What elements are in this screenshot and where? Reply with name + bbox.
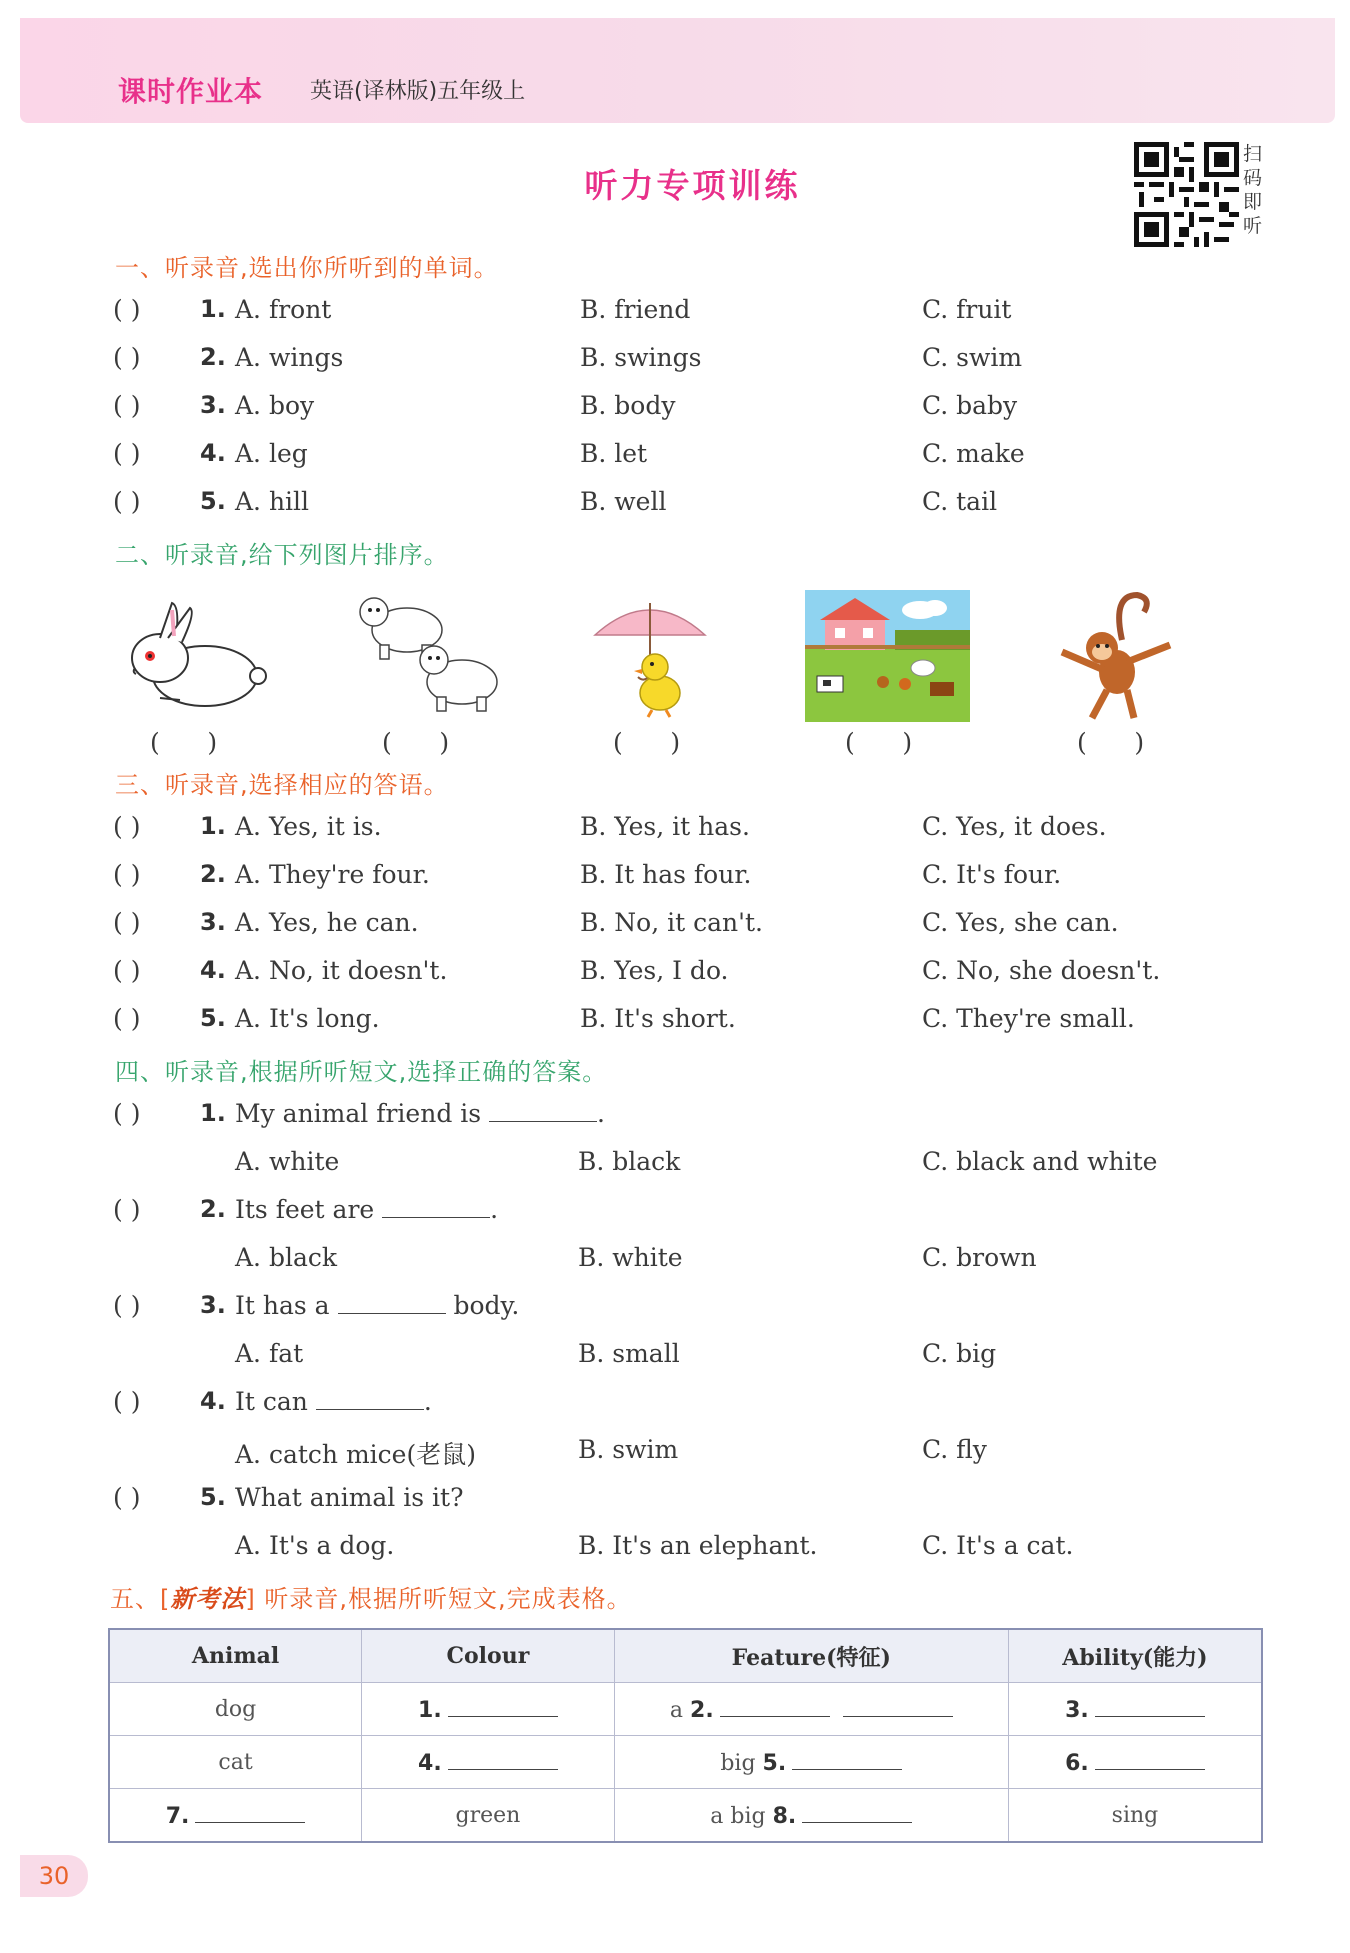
option-c: C. brown [922, 1243, 1037, 1272]
list-item: ( ) 3. A. Yes, he can. B. No, it can't. C. Yes, she can. [113, 908, 1119, 937]
colour-cell: 1. [362, 1683, 615, 1736]
answer-bracket[interactable]: ( ) [113, 1004, 141, 1033]
answer-bracket[interactable]: ( ) [113, 812, 141, 841]
option-b: B. body [580, 391, 676, 420]
question-text: It can . [235, 1387, 432, 1416]
ability-cell: 3. [1008, 1683, 1262, 1736]
series-title: 课时作业本 [118, 75, 264, 108]
option-b: B. swings [580, 343, 702, 372]
answer-bracket[interactable]: ( ) [113, 1195, 141, 1224]
list-item: ( ) 5. A. It's long. B. It's short. C. They're small. [113, 1004, 1135, 1033]
qr-label: 扫 码 即 听 [1243, 143, 1263, 237]
option-a: A. catch mice(老鼠) [235, 1440, 476, 1469]
option-c: C. It's a cat. [922, 1531, 1074, 1560]
list-item: ( ) 2. A. wings B. swings C. swim [113, 343, 1023, 372]
answer-bracket[interactable]: ( ) [113, 1099, 141, 1128]
option-c: C. make [922, 439, 1025, 468]
list-item: ( ) 1. A. front B. friend C. fruit [113, 295, 1012, 324]
answer-bracket[interactable]: ( ) [150, 728, 218, 757]
option-a: A. leg [235, 439, 308, 468]
list-item [0, 1339, 1350, 1379]
option-a: A. No, it doesn't. [235, 956, 448, 985]
option-b: B. small [578, 1339, 680, 1368]
option-a: A. It's long. [235, 1004, 380, 1033]
answer-blank[interactable] [1095, 1749, 1205, 1770]
answer-blank[interactable] [448, 1696, 558, 1717]
answer-bracket[interactable]: ( ) [113, 1291, 141, 1320]
table-row [109, 1789, 1262, 1843]
monkey-image [1052, 590, 1182, 725]
question-text: Its feet are . [235, 1195, 499, 1224]
answer-bracket[interactable]: ( ) [113, 1483, 141, 1512]
option-c: C. fruit [922, 295, 1012, 324]
question-text: What animal is it? [235, 1483, 464, 1512]
answer-bracket[interactable]: ( ) [113, 860, 141, 889]
option-b: B. Yes, I do. [580, 956, 729, 985]
rabbit-image [120, 598, 270, 713]
option-b: B. swim [578, 1435, 679, 1464]
section1-title: 一、听录音,选出你所听到的单词。 [115, 254, 499, 282]
colour-cell: green [362, 1789, 615, 1843]
animal-cell: 7. [109, 1789, 362, 1843]
column-header: Colour [362, 1629, 615, 1683]
answer-bracket[interactable]: ( ) [113, 487, 141, 516]
list-item [0, 1435, 1350, 1475]
question-row: ( ) 5. What animal is it? [113, 1483, 464, 1512]
list-item: ( ) 1. A. Yes, it is. B. Yes, it has. C. Yes, it does. [113, 812, 1107, 841]
answer-blank[interactable] [448, 1749, 558, 1770]
answer-bracket[interactable]: ( ) [1077, 728, 1145, 757]
qr-code-icon[interactable] [1134, 142, 1239, 247]
section2-title: 二、听录音,给下列图片排序。 [115, 541, 449, 569]
answer-bracket[interactable]: ( ) [113, 956, 141, 985]
answer-bracket[interactable]: ( ) [113, 391, 141, 420]
answer-bracket[interactable]: ( ) [382, 728, 450, 757]
answer-bracket[interactable]: ( ) [113, 1387, 141, 1416]
option-c: C. black and white [922, 1147, 1158, 1176]
option-a: A. front [235, 295, 332, 324]
answer-blank[interactable] [1095, 1696, 1205, 1717]
question-text: My animal friend is . [235, 1099, 605, 1128]
option-a: A. fat [235, 1339, 304, 1368]
polar-bears-image [352, 590, 507, 715]
question-row: ( ) 4. It can . [113, 1387, 432, 1416]
option-a: A. Yes, it is. [235, 812, 382, 841]
answer-blank[interactable] [316, 1387, 424, 1410]
option-b: B. let [580, 439, 648, 468]
ability-cell: sing [1008, 1789, 1262, 1843]
list-item: ( ) 4. A. leg B. let C. make [113, 439, 1025, 468]
option-c: C. Yes, it does. [922, 812, 1107, 841]
feature-cell: a 2. [614, 1683, 1008, 1736]
column-header: Animal [109, 1629, 362, 1683]
option-c: C. Yes, she can. [922, 908, 1119, 937]
option-c: C. baby [922, 391, 1018, 420]
answer-blank[interactable] [338, 1291, 446, 1314]
answer-bracket[interactable]: ( ) [113, 295, 141, 324]
option-b: B. It's short. [580, 1004, 736, 1033]
option-a: A. hill [235, 487, 310, 516]
feature-cell: a big 8. [614, 1789, 1008, 1843]
answer-table [108, 1628, 1263, 1843]
duck-umbrella-image [590, 595, 710, 720]
option-b: B. Yes, it has. [580, 812, 750, 841]
column-header: Ability(能力) [1008, 1629, 1262, 1683]
new-method-tag: 新考法 [170, 1585, 246, 1613]
option-b: B. No, it can't. [580, 908, 763, 937]
page-number: 30 [20, 1855, 88, 1897]
page-title: 听力专项训练 [584, 166, 801, 205]
answer-blank[interactable] [489, 1099, 597, 1122]
answer-blank[interactable] [382, 1195, 490, 1218]
list-item: ( ) 3. A. boy B. body C. baby [113, 391, 1018, 420]
answer-blank[interactable] [720, 1696, 830, 1717]
answer-bracket[interactable]: ( ) [845, 728, 913, 757]
list-item: ( ) 5. A. hill B. well C. tail [113, 487, 998, 516]
section4-title: 四、听录音,根据所听短文,选择正确的答案。 [115, 1058, 608, 1086]
option-b: B. well [580, 487, 667, 516]
answer-bracket[interactable]: ( ) [113, 343, 141, 372]
animal-cell: dog [109, 1683, 362, 1736]
answer-blank[interactable] [802, 1802, 912, 1823]
list-item: ( ) 4. A. No, it doesn't. B. Yes, I do. C. No, she doesn't. [113, 956, 1161, 985]
option-a: A. white [235, 1147, 340, 1176]
answer-bracket[interactable]: ( ) [613, 728, 681, 757]
option-c: C. tail [922, 487, 998, 516]
list-item [0, 1243, 1350, 1283]
option-b: B. It's an elephant. [578, 1531, 818, 1560]
ability-cell: 6. [1008, 1736, 1262, 1789]
list-item: ( ) 2. A. They're four. B. It has four. C. It's four. [113, 860, 1062, 889]
question-row: ( ) 3. It has a body. [113, 1291, 520, 1320]
option-c: C. They're small. [922, 1004, 1135, 1033]
feature-cell: big 5. [614, 1736, 1008, 1789]
option-a: A. black [235, 1243, 338, 1272]
column-header: Feature(特征) [614, 1629, 1008, 1683]
option-c: C. No, she doesn't. [922, 956, 1161, 985]
option-c: C. It's four. [922, 860, 1062, 889]
answer-blank[interactable] [792, 1749, 902, 1770]
option-c: C. big [922, 1339, 997, 1368]
colour-cell: 4. [362, 1736, 615, 1789]
section3-title: 三、听录音,选择相应的答语。 [115, 771, 449, 799]
option-b: B. black [578, 1147, 681, 1176]
answer-blank[interactable] [843, 1696, 953, 1717]
answer-bracket[interactable]: ( ) [113, 439, 141, 468]
question-text: It has a body. [235, 1291, 520, 1320]
subject-title: 英语(译林版)五年级上 [310, 79, 526, 104]
table-header [109, 1629, 1262, 1683]
option-b: B. friend [580, 295, 691, 324]
option-b: B. It has four. [580, 860, 752, 889]
option-b: B. white [578, 1243, 683, 1272]
list-item [0, 1531, 1350, 1571]
question-row: ( ) 1. My animal friend is . [113, 1099, 605, 1128]
section5-title: 五、[新考法] 听录音,根据所听短文,完成表格。 [110, 1579, 632, 1614]
question-row: ( ) 2. Its feet are . [113, 1195, 499, 1224]
list-item [0, 1147, 1350, 1187]
option-c: C. swim [922, 343, 1023, 372]
option-c: C. fly [922, 1435, 987, 1464]
table-row [109, 1683, 1262, 1736]
option-a: A. boy [235, 391, 315, 420]
option-a: A. It's a dog. [235, 1531, 395, 1560]
answer-blank[interactable] [195, 1802, 305, 1823]
option-a: A. Yes, he can. [235, 908, 419, 937]
farm-image [805, 590, 970, 722]
option-a: A. wings [235, 343, 344, 372]
animal-cell: cat [109, 1736, 362, 1789]
answer-bracket[interactable]: ( ) [113, 908, 141, 937]
table-row [109, 1736, 1262, 1789]
option-a: A. They're four. [235, 860, 430, 889]
